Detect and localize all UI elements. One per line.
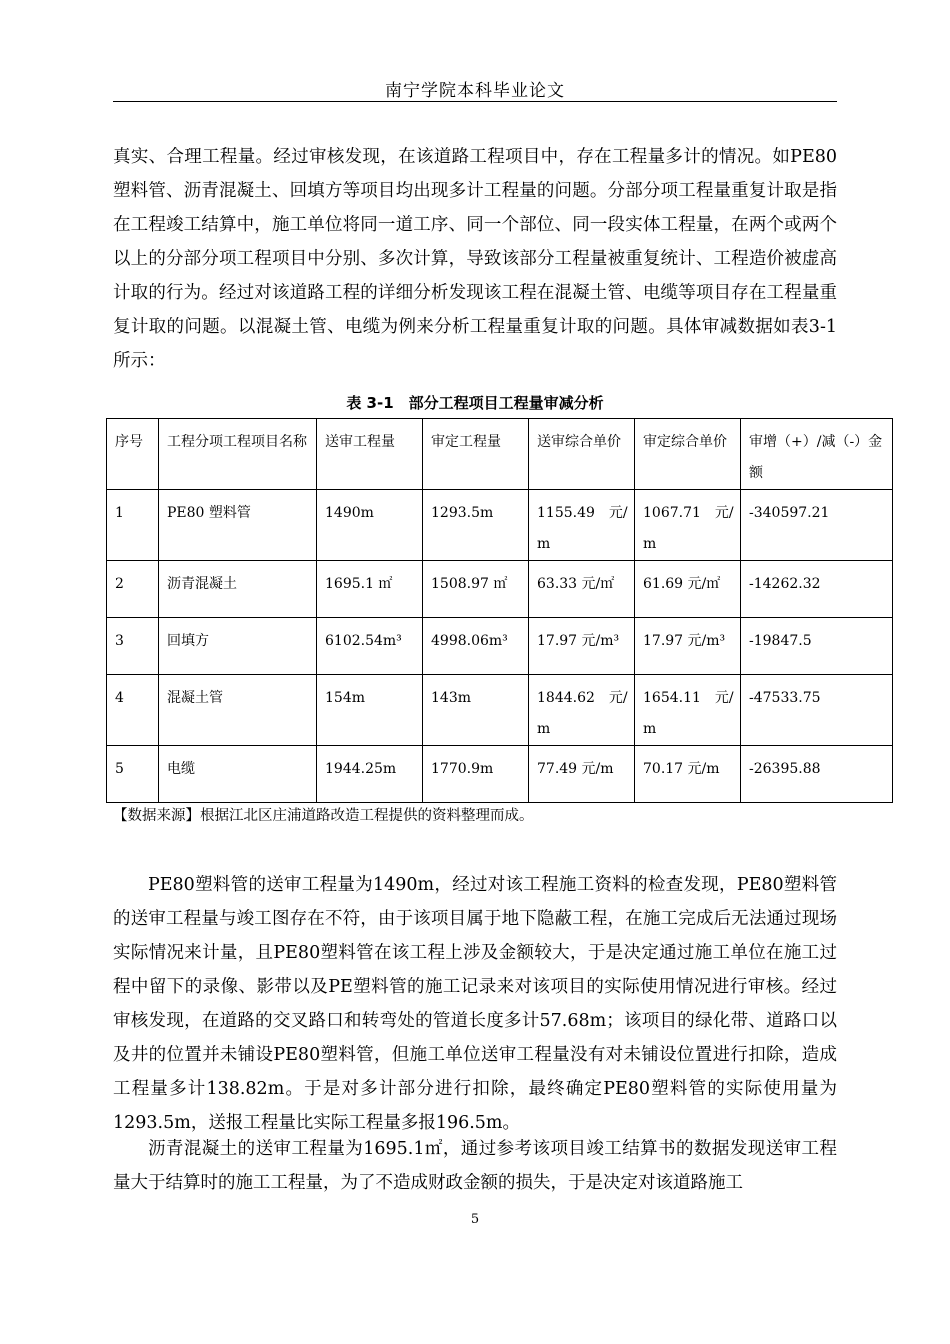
table-cell: 1508.97 ㎡ xyxy=(423,561,529,618)
table-cell: 77.49 元/m xyxy=(529,746,635,803)
table-cell: 1654.11 元/m xyxy=(635,675,741,746)
header-cell: 序号 xyxy=(107,419,159,490)
table-cell: PE80 塑料管 xyxy=(159,490,317,561)
table-cell: 沥青混凝土 xyxy=(159,561,317,618)
body-paragraph-2: PE80塑料管的送审工程量为1490m，经过对该工程施工资料的检查发现，PE80塑料管的送审工程量与竣工图存在不符，由于该项目属于地下隐蔽工程，在施工完成后无法通过现场实际情况来计量，且PE80塑料管在该工程上涉及金额较大，于是决定通过施工单位在施工过程中留下的录像、影带以及PE塑料管的施工记录来对该项目的实际使用情况进行审核。经过审核发现，在道路的交叉路口和转弯处的管道长度多计57.68m；该项目的绿化带、道路口以及井的位置并未铺设PE80塑料管，但施工单位送审工程量没有对未铺设位置进行扣除，造成工程量多计138.82m。于是对多计部分进行扣除，最终确定PE80塑料管的实际使用量为1293.5m，送报工程量比实际工程量多报196.5m。 xyxy=(113,875,837,1133)
table-cell: 电缆 xyxy=(159,746,317,803)
header-cell: 审增（+）/减（-）金额 xyxy=(741,419,893,490)
table-cell: 1944.25m xyxy=(317,746,423,803)
table-cell: 4 xyxy=(107,675,159,746)
table-cell: -19847.5 xyxy=(741,618,893,675)
page-header: 南宁学院本科毕业论文 xyxy=(385,81,565,101)
table-cell: 1293.5m xyxy=(423,490,529,561)
table-cell: 5 xyxy=(107,746,159,803)
table-cell: 1770.9m xyxy=(423,746,529,803)
table-cell: 1844.62 元/m xyxy=(529,675,635,746)
table-row xyxy=(107,618,893,675)
table-cell: 4998.06m³ xyxy=(423,618,529,675)
table-cell: 63.33 元/㎡ xyxy=(529,561,635,618)
table-cell: 1490m xyxy=(317,490,423,561)
header-cell: 工程分项工程项目名称 xyxy=(159,419,317,490)
table-row xyxy=(107,561,893,618)
table-cell: 2 xyxy=(107,561,159,618)
body-paragraph-3: 沥青混凝土的送审工程量为1695.1㎡，通过参考该项目竣工结算书的数据发现送审工程量大于结算时的施工工程量，为了不造成财政金额的损失，于是决定对该道路施工 xyxy=(113,1139,837,1193)
table-cell: 1067.71 元/m xyxy=(635,490,741,561)
header-cell: 送审综合单价 xyxy=(529,419,635,490)
audit-table xyxy=(106,418,893,803)
table-cell: 70.17 元/m xyxy=(635,746,741,803)
header-cell: 审定综合单价 xyxy=(635,419,741,490)
table-cell: 1695.1 ㎡ xyxy=(317,561,423,618)
table-row xyxy=(107,746,893,803)
header-cell: 审定工程量 xyxy=(423,419,529,490)
header-cell: 送审工程量 xyxy=(317,419,423,490)
table-cell: 17.97 元/m³ xyxy=(635,618,741,675)
page-number: 5 xyxy=(470,1212,480,1227)
body-paragraph-1: 真实、合理工程量。经过审核发现，在该道路工程项目中，存在工程量多计的情况。如PE80塑料管、沥青混凝土、回填方等项目均出现多计工程量的问题。分部分项工程量重复计取是指在工程竣工结算中，施工单位将同一道工序、同一个部位、同一段实体工程量，在两个或两个以上的分部分项工程项目中分别、多次计算，导致该部分工程量被重复统计、工程造价被虚高计取的行为。经过对该道路工程的详细分析发现该工程在混凝土管、电缆等项目存在工程量重复计取的问题。以混凝土管、电缆为例来分析工程量重复计取的问题。具体审减数据如表3-1所示： xyxy=(113,147,837,371)
table-source-note: 【数据来源】根据江北区庄浦道路改造工程提供的资料整理而成。 xyxy=(113,808,534,824)
table-cell: -14262.32 xyxy=(741,561,893,618)
table-cell: 1155.49 元/m xyxy=(529,490,635,561)
table-header-row xyxy=(107,419,893,490)
table-caption: 表 3-1 部分工程项目工程量审减分析 xyxy=(346,394,604,412)
table-cell: 6102.54m³ xyxy=(317,618,423,675)
table-cell: -340597.21 xyxy=(741,490,893,561)
table-cell: 154m xyxy=(317,675,423,746)
table-row xyxy=(107,490,893,561)
table-cell: 混凝土管 xyxy=(159,675,317,746)
table-cell: 143m xyxy=(423,675,529,746)
table-cell: 1 xyxy=(107,490,159,561)
table-row xyxy=(107,675,893,746)
table-cell: -47533.75 xyxy=(741,675,893,746)
table-cell: 回填方 xyxy=(159,618,317,675)
table-cell: 61.69 元/㎡ xyxy=(635,561,741,618)
table-cell: -26395.88 xyxy=(741,746,893,803)
table-cell: 17.97 元/m³ xyxy=(529,618,635,675)
table-cell: 3 xyxy=(107,618,159,675)
header-rule xyxy=(113,101,837,102)
